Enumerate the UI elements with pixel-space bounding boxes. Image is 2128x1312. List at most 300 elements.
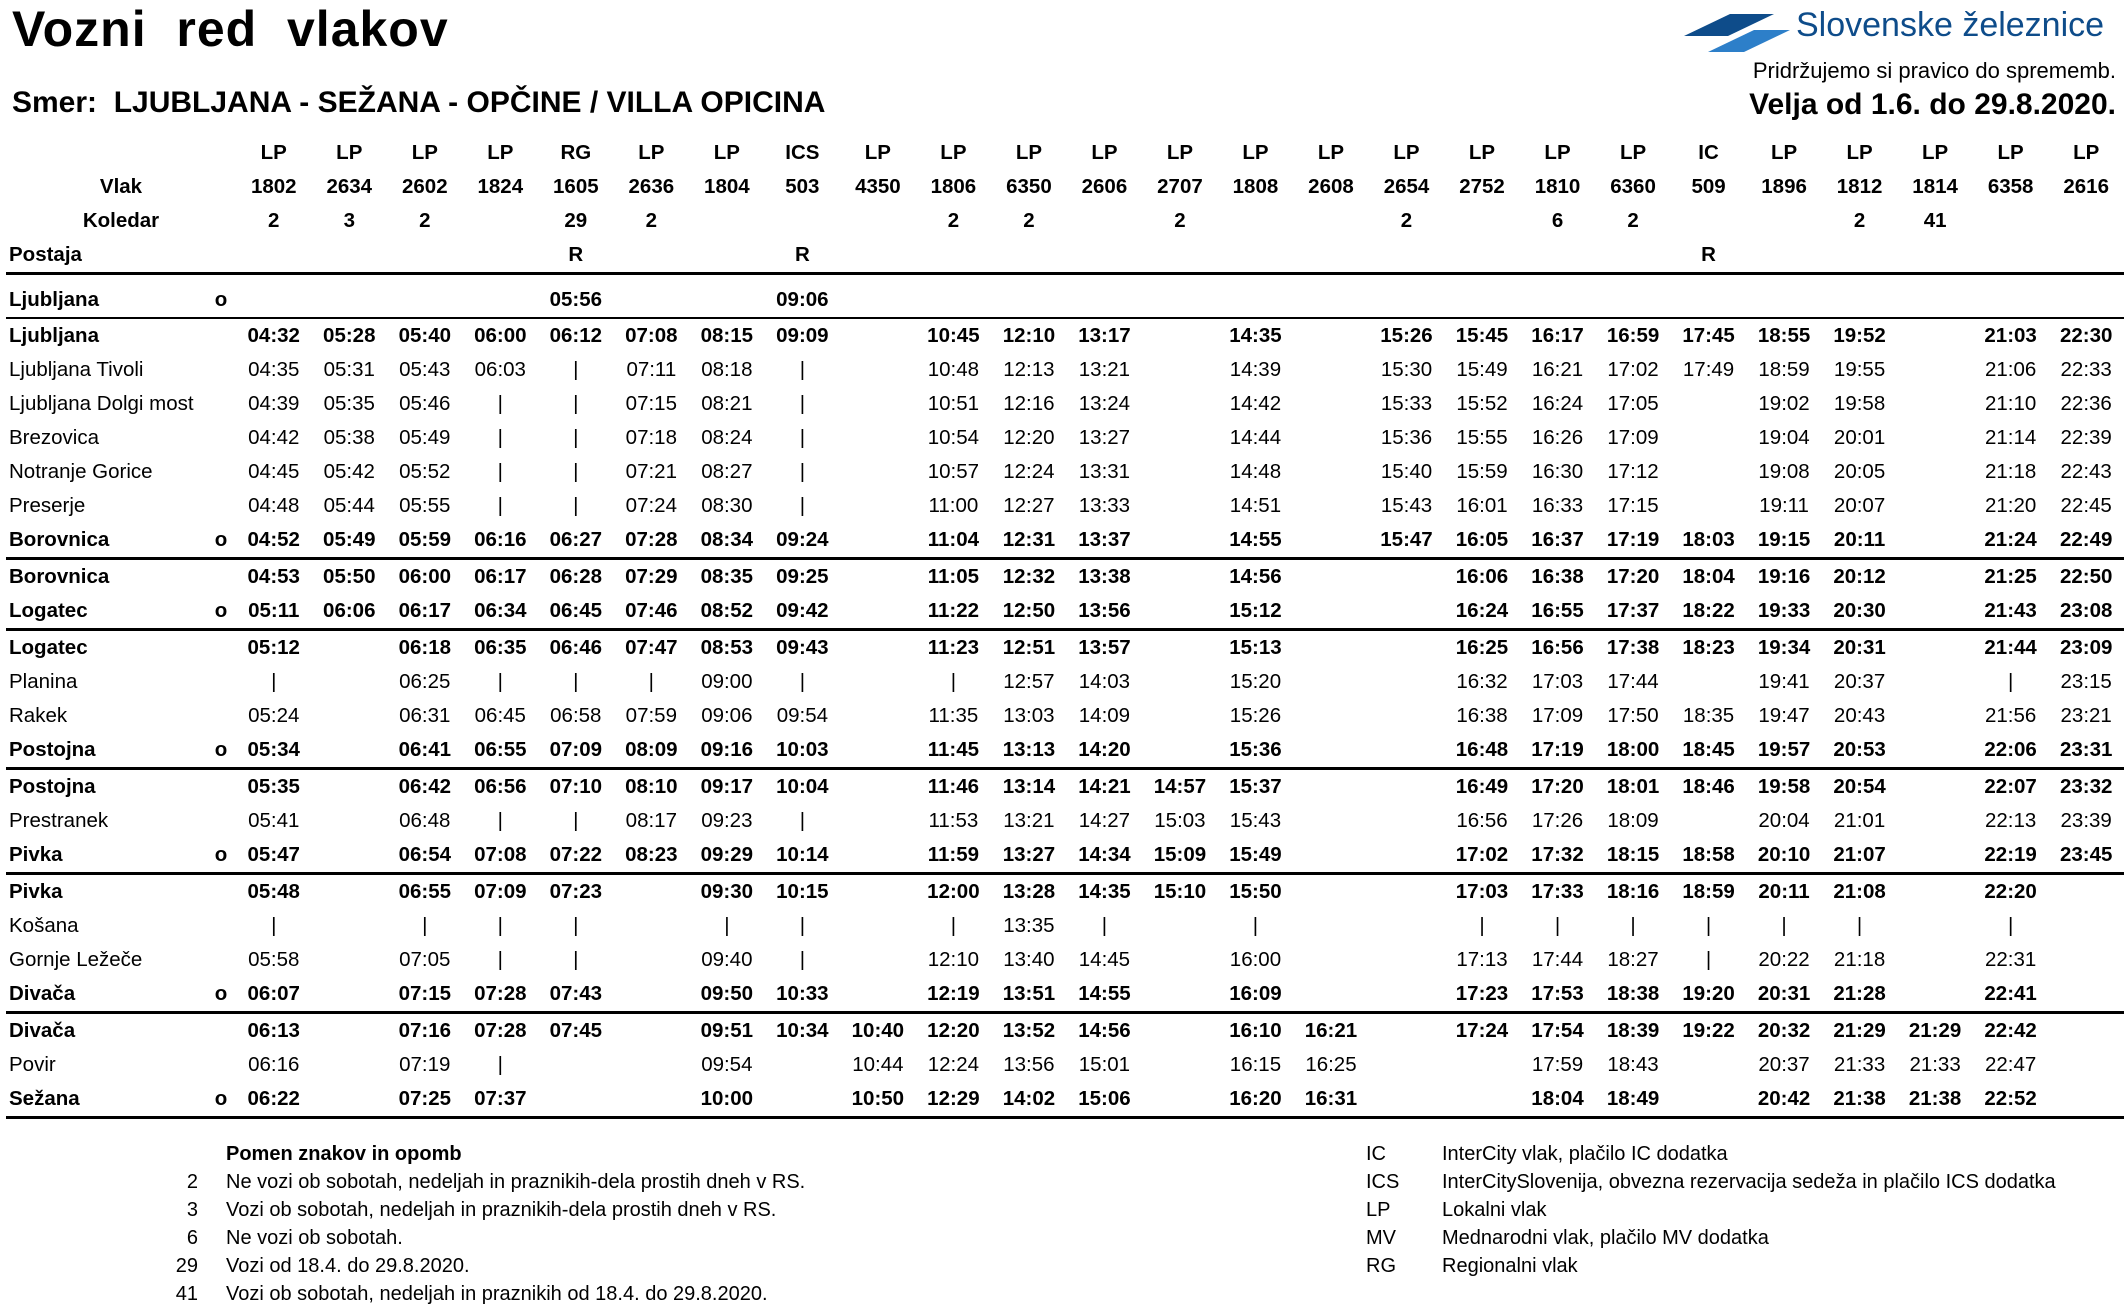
time-cell: 21:18 — [1833, 947, 1886, 971]
time-cell: 21:20 — [1984, 493, 2037, 517]
time-cell: 16:31 — [1293, 1082, 1369, 1118]
time-cell: 09:42 — [776, 598, 829, 622]
time-cell: 08:15 — [689, 318, 765, 353]
time-cell — [1671, 804, 1747, 838]
time-cell: | — [1479, 913, 1485, 937]
time-cell: 14:55 — [1229, 527, 1282, 551]
time-cell: | — [1781, 913, 1787, 937]
station-name: Prestranek — [9, 808, 109, 832]
validity-period: Velja od 1.6. do 29.8.2020. — [1749, 88, 2116, 121]
time-cell: 07:29 — [614, 559, 690, 595]
time-cell: 17:50 — [1607, 703, 1659, 727]
time-cell: 16:48 — [1455, 737, 1509, 761]
time-cell: 22:36 — [2060, 391, 2112, 415]
table-row — [6, 283, 2124, 318]
train-number: 1810 — [1534, 174, 1581, 198]
time-cell: 10:00 — [689, 1082, 765, 1118]
time-cell: 13:33 — [1078, 493, 1131, 517]
station-mark — [206, 489, 236, 523]
time-cell: 13:56 — [1078, 598, 1131, 622]
time-cell: | — [799, 669, 806, 693]
time-cell: 10:04 — [765, 769, 841, 805]
time-cell: 23:21 — [2060, 703, 2112, 727]
station-mark — [206, 455, 236, 489]
time-cell: 21:07 — [1833, 842, 1886, 866]
time-cell — [2048, 1013, 2124, 1049]
train-res — [1218, 238, 1294, 274]
train-type-code: IC — [1366, 1143, 1386, 1165]
train-number: 2654 — [1383, 174, 1430, 198]
time-cell — [1293, 977, 1369, 1013]
train-type-item — [1366, 1196, 2056, 1224]
time-cell: | — [799, 947, 806, 971]
train-res — [1293, 238, 1369, 274]
train-number: 1605 — [553, 174, 599, 198]
note-code: 3 — [186, 1199, 198, 1221]
train-number: 1804 — [704, 174, 750, 198]
train-number: 6360 — [1610, 174, 1656, 198]
time-cell: 21:28 — [1833, 981, 1886, 1005]
table-row — [6, 733, 2124, 769]
time-cell: 09:17 — [689, 769, 765, 805]
train-res — [1595, 238, 1671, 274]
time-cell: 20:01 — [1833, 425, 1886, 449]
time-cell — [2048, 874, 2124, 910]
time-cell: 20:11 — [1833, 527, 1886, 551]
time-cell: 19:47 — [1758, 703, 1810, 727]
time-cell: 06:17 — [398, 598, 451, 622]
time-cell — [840, 353, 916, 387]
station-mark — [206, 318, 236, 353]
time-cell: | — [497, 913, 503, 937]
time-cell: 06:28 — [538, 559, 614, 595]
time-cell: 14:03 — [1078, 669, 1131, 693]
time-cell: 11:35 — [928, 703, 979, 727]
time-cell: | — [573, 669, 579, 693]
time-cell — [840, 665, 916, 699]
time-cell: 22:41 — [1984, 981, 2037, 1005]
table-row — [6, 318, 2124, 353]
time-cell: 20:05 — [1833, 459, 1886, 483]
time-cell: 21:33 — [1833, 1052, 1886, 1076]
time-cell: | — [950, 669, 957, 693]
time-cell — [312, 665, 388, 699]
time-cell: 15:09 — [1153, 842, 1207, 866]
time-cell: 12:57 — [1003, 669, 1055, 693]
time-cell: 12:00 — [916, 874, 992, 910]
station-name: Borovnica — [9, 527, 110, 551]
time-cell: 06:45 — [474, 703, 526, 727]
time-cell: | — [497, 459, 503, 483]
time-cell: 16:38 — [1520, 559, 1596, 595]
time-cell: 21:03 — [1973, 318, 2049, 353]
time-cell: 16:06 — [1444, 559, 1520, 595]
time-cell — [1897, 909, 1973, 943]
time-cell: 21:38 — [1822, 1082, 1898, 1118]
time-cell: 18:23 — [1671, 630, 1747, 666]
time-cell — [1293, 804, 1369, 838]
time-cell: 14:39 — [1229, 357, 1282, 381]
time-cell — [1293, 559, 1369, 595]
table-row — [6, 559, 2124, 595]
time-cell — [1293, 421, 1369, 455]
time-cell: 05:12 — [236, 630, 312, 666]
time-cell — [1671, 283, 1747, 318]
time-cell: 16:20 — [1218, 1082, 1294, 1118]
time-cell: 07:37 — [463, 1082, 539, 1118]
time-cell: 09:25 — [765, 559, 841, 595]
time-cell: 14:09 — [1078, 703, 1131, 727]
time-cell: 07:08 — [474, 842, 527, 866]
time-cell: 22:13 — [1984, 808, 2037, 832]
time-cell: 19:16 — [1746, 559, 1822, 595]
time-cell — [916, 283, 992, 318]
time-cell: 21:14 — [1984, 425, 2037, 449]
header-label-number: Vlak — [99, 174, 143, 198]
train-res — [312, 238, 388, 274]
time-cell: | — [1554, 913, 1561, 937]
time-cell: 14:21 — [1067, 769, 1143, 805]
time-cell: 07:22 — [549, 842, 603, 866]
time-cell — [1897, 489, 1973, 523]
time-cell — [840, 455, 916, 489]
time-cell: 05:47 — [247, 842, 300, 866]
train-type-item — [1366, 1252, 2056, 1280]
train-type-code: LP — [1366, 1199, 1391, 1221]
time-cell — [614, 1082, 690, 1118]
time-cell: 10:57 — [927, 459, 980, 483]
time-cell: 05:46 — [399, 391, 451, 415]
time-cell: 22:49 — [2059, 527, 2113, 551]
train-res — [236, 238, 312, 274]
time-cell — [614, 1013, 690, 1049]
time-cell: 09:23 — [701, 808, 753, 832]
time-cell — [1897, 559, 1973, 595]
time-cell: | — [1101, 913, 1108, 937]
time-cell: 13:35 — [1003, 913, 1055, 937]
time-cell: 13:37 — [1078, 527, 1131, 551]
note-item — [168, 1252, 805, 1280]
station-mark — [206, 769, 236, 805]
table-row — [6, 909, 2124, 943]
table-row — [6, 977, 2124, 1013]
time-cell — [1897, 699, 1973, 733]
time-cell: 07:45 — [538, 1013, 614, 1049]
time-cell: 10:14 — [776, 842, 829, 866]
time-cell: 13:57 — [1067, 630, 1143, 666]
time-cell — [840, 874, 916, 910]
time-cell — [1369, 1013, 1445, 1049]
time-cell — [312, 838, 388, 874]
time-cell — [991, 283, 1067, 318]
station-name: Notranje Gorice — [9, 459, 153, 483]
time-cell: 17:20 — [1595, 559, 1671, 595]
train-type: LP — [1922, 140, 1949, 164]
time-cell — [1293, 387, 1369, 421]
time-cell — [1293, 665, 1369, 699]
train-calendar — [1746, 204, 1822, 238]
train-type: LP — [1393, 140, 1420, 164]
train-calendar — [689, 204, 765, 238]
time-cell: 18:49 — [1595, 1082, 1671, 1118]
time-cell — [1142, 1048, 1218, 1082]
time-cell: 10:15 — [765, 874, 841, 910]
time-cell: 13:27 — [1002, 842, 1056, 866]
note-text: Vozi ob sobotah, nedeljah in praznikih od 18.4. do 29.8.2020. — [226, 1283, 768, 1305]
time-cell: 18:55 — [1746, 318, 1822, 353]
time-cell: 07:05 — [399, 947, 451, 971]
train-type: LP — [1544, 140, 1571, 164]
time-cell: 08:52 — [700, 598, 754, 622]
train-type: LP — [638, 140, 665, 164]
time-cell: 16:10 — [1218, 1013, 1294, 1049]
station-name: Košana — [9, 913, 79, 937]
time-cell: 18:39 — [1595, 1013, 1671, 1049]
time-cell: | — [573, 425, 579, 449]
time-cell: 20:37 — [1833, 669, 1886, 693]
change-notice: Pridržujemo si pravico do sprememb. — [1752, 58, 2116, 83]
time-cell — [1142, 699, 1218, 733]
time-cell: 10:54 — [927, 425, 980, 449]
train-type-code: MV — [1366, 1227, 1396, 1249]
time-cell: 17:49 — [1682, 357, 1735, 381]
time-cell: 19:22 — [1671, 1013, 1747, 1049]
table-row — [6, 874, 2124, 910]
train-number: 1896 — [1761, 174, 1807, 198]
time-cell — [1142, 733, 1218, 769]
train-res — [916, 238, 992, 274]
time-cell: | — [799, 391, 806, 415]
note-text: Vozi od 18.4. do 29.8.2020. — [226, 1255, 470, 1277]
time-cell: 16:26 — [1531, 425, 1584, 449]
time-cell: 20:37 — [1758, 1052, 1810, 1076]
train-type: LP — [1846, 140, 1873, 164]
time-cell: 04:53 — [236, 559, 312, 595]
time-cell: 20:04 — [1758, 808, 1810, 832]
time-cell: 17:02 — [1455, 842, 1509, 866]
train-type: LP — [713, 140, 740, 164]
time-cell: 20:31 — [1757, 981, 1811, 1005]
time-cell: 19:33 — [1757, 598, 1811, 622]
train-type: LP — [940, 140, 967, 164]
time-cell — [1142, 387, 1218, 421]
time-cell: 05:58 — [248, 947, 300, 971]
station-name: Logatec — [9, 598, 88, 622]
time-cell: 09:16 — [700, 737, 754, 761]
time-cell: 07:15 — [625, 391, 677, 415]
time-cell: 13:52 — [991, 1013, 1067, 1049]
time-cell: 16:25 — [1444, 630, 1520, 666]
time-cell: | — [573, 459, 579, 483]
train-type: LP — [864, 140, 891, 164]
time-cell — [1067, 283, 1143, 318]
time-cell: 19:58 — [1746, 769, 1822, 805]
time-cell: 15:33 — [1380, 391, 1433, 415]
header-label-calendar: Koledar — [82, 208, 160, 232]
train-type: LP — [1091, 140, 1118, 164]
train-res — [991, 238, 1067, 274]
header-row-res — [6, 238, 2124, 274]
time-cell — [312, 733, 388, 769]
time-cell: 17:19 — [1606, 527, 1660, 551]
time-cell: | — [573, 357, 579, 381]
time-cell — [1142, 1013, 1218, 1049]
time-cell: | — [1630, 913, 1636, 937]
time-cell: 06:56 — [463, 769, 539, 805]
time-cell: 05:56 — [549, 287, 603, 311]
time-cell: | — [497, 425, 503, 449]
time-cell: 06:06 — [323, 598, 376, 622]
table-row — [6, 1082, 2124, 1118]
time-cell: 14:57 — [1142, 769, 1218, 805]
time-cell: 10:03 — [776, 737, 829, 761]
time-cell — [2048, 977, 2124, 1013]
time-cell: 04:45 — [248, 459, 300, 483]
time-cell: 15:03 — [1154, 808, 1206, 832]
station-name: Planina — [9, 669, 78, 693]
time-cell — [1520, 283, 1596, 318]
time-cell — [840, 559, 916, 595]
time-cell — [1369, 769, 1445, 805]
time-cell — [840, 977, 916, 1013]
time-cell: 07:09 — [549, 737, 603, 761]
time-cell: 13:40 — [1003, 947, 1055, 971]
train-type: RG — [560, 140, 592, 164]
time-cell: 05:35 — [323, 391, 375, 415]
time-cell: 05:41 — [248, 808, 300, 832]
time-cell: 05:40 — [387, 318, 463, 353]
time-cell: 17:54 — [1520, 1013, 1596, 1049]
time-cell: 05:48 — [236, 874, 312, 910]
time-cell: 17:24 — [1444, 1013, 1520, 1049]
time-cell: 15:36 — [1380, 425, 1433, 449]
time-cell: 17:09 — [1607, 425, 1659, 449]
time-cell: 13:21 — [1078, 357, 1131, 381]
train-res — [1142, 238, 1218, 274]
time-cell — [2048, 283, 2124, 318]
time-cell: 19:20 — [1682, 981, 1735, 1005]
time-cell — [1897, 874, 1973, 910]
time-cell: 09:40 — [701, 947, 753, 971]
time-cell: 07:10 — [538, 769, 614, 805]
time-cell: 12:16 — [1003, 391, 1055, 415]
time-cell: 12:32 — [991, 559, 1067, 595]
time-cell: 06:00 — [463, 318, 539, 353]
time-cell: | — [1856, 913, 1863, 937]
time-cell: 21:10 — [1984, 391, 2037, 415]
time-cell: 17:03 — [1444, 874, 1520, 910]
time-cell: | — [497, 947, 503, 971]
time-cell: 06:55 — [387, 874, 463, 910]
time-cell — [312, 1013, 388, 1049]
time-cell: | — [497, 493, 503, 517]
time-cell: 15:06 — [1067, 1082, 1143, 1118]
time-cell: 13:24 — [1078, 391, 1131, 415]
time-cell: 15:45 — [1444, 318, 1520, 353]
station-name: Divača — [6, 1013, 206, 1049]
time-cell: | — [271, 913, 277, 937]
time-cell: 06:07 — [247, 981, 300, 1005]
train-type: ICS — [785, 140, 820, 164]
time-cell — [1142, 630, 1218, 666]
train-number: 1812 — [1836, 174, 1883, 198]
time-cell: 19:08 — [1758, 459, 1810, 483]
station-name: Rakek — [9, 703, 68, 727]
notes-legend — [168, 1140, 805, 1308]
time-cell — [1142, 909, 1218, 943]
time-cell: 05:35 — [236, 769, 312, 805]
time-cell — [1142, 318, 1218, 353]
train-res: R — [1671, 238, 1747, 274]
time-cell — [1293, 489, 1369, 523]
time-cell: 12:29 — [916, 1082, 992, 1118]
time-cell: 19:04 — [1758, 425, 1810, 449]
note-text: Ne vozi ob sobotah. — [226, 1227, 403, 1249]
station-name: Divača — [9, 981, 76, 1005]
time-cell — [1293, 630, 1369, 666]
time-cell: 18:59 — [1671, 874, 1747, 910]
time-cell: 07:15 — [398, 981, 451, 1005]
train-number: 1806 — [930, 174, 977, 198]
station-mark — [206, 353, 236, 387]
time-cell: 16:21 — [1293, 1013, 1369, 1049]
time-cell: 16:17 — [1520, 318, 1596, 353]
time-cell: 11:23 — [916, 630, 992, 666]
time-cell: 22:20 — [1973, 874, 2049, 910]
time-cell — [312, 874, 388, 910]
time-cell — [538, 1048, 614, 1082]
time-cell — [765, 1048, 841, 1082]
train-res — [1444, 238, 1520, 274]
time-cell: 05:50 — [312, 559, 388, 595]
time-cell — [463, 283, 539, 318]
train-calendar — [1067, 204, 1143, 238]
time-cell: 16:55 — [1531, 598, 1584, 622]
time-cell: 18:01 — [1595, 769, 1671, 805]
time-cell — [1369, 804, 1445, 838]
time-cell — [1293, 909, 1369, 943]
time-cell: 05:49 — [323, 527, 376, 551]
time-cell: 17:09 — [1531, 703, 1584, 727]
time-cell — [1973, 283, 2049, 318]
time-cell: 11:00 — [928, 493, 979, 517]
station-mark — [206, 874, 236, 910]
time-cell: 13:03 — [1003, 703, 1055, 727]
time-cell — [1142, 665, 1218, 699]
time-cell: | — [799, 357, 806, 381]
time-cell: 22:06 — [1984, 737, 2037, 761]
time-cell: 20:32 — [1746, 1013, 1822, 1049]
note-text: Vozi ob sobotah, nedeljah in praznikih-dela prostih dneh v RS. — [226, 1199, 777, 1221]
time-cell: 15:30 — [1380, 357, 1433, 381]
train-type: LP — [487, 140, 514, 164]
note-item — [168, 1196, 805, 1224]
time-cell: 15:20 — [1229, 669, 1282, 693]
time-cell — [1444, 1082, 1520, 1118]
time-cell: 16:32 — [1456, 669, 1508, 693]
time-cell: 09:50 — [700, 981, 754, 1005]
note-item — [168, 1280, 805, 1308]
time-cell: | — [648, 669, 654, 693]
time-cell: 17:12 — [1607, 459, 1659, 483]
time-cell: | — [724, 913, 730, 937]
train-res — [1746, 238, 1822, 274]
time-cell — [1897, 630, 1973, 666]
time-cell: 11:22 — [927, 598, 980, 622]
time-cell: 19:58 — [1833, 391, 1886, 415]
time-cell: 16:25 — [1305, 1052, 1357, 1076]
time-cell: 19:02 — [1758, 391, 1810, 415]
